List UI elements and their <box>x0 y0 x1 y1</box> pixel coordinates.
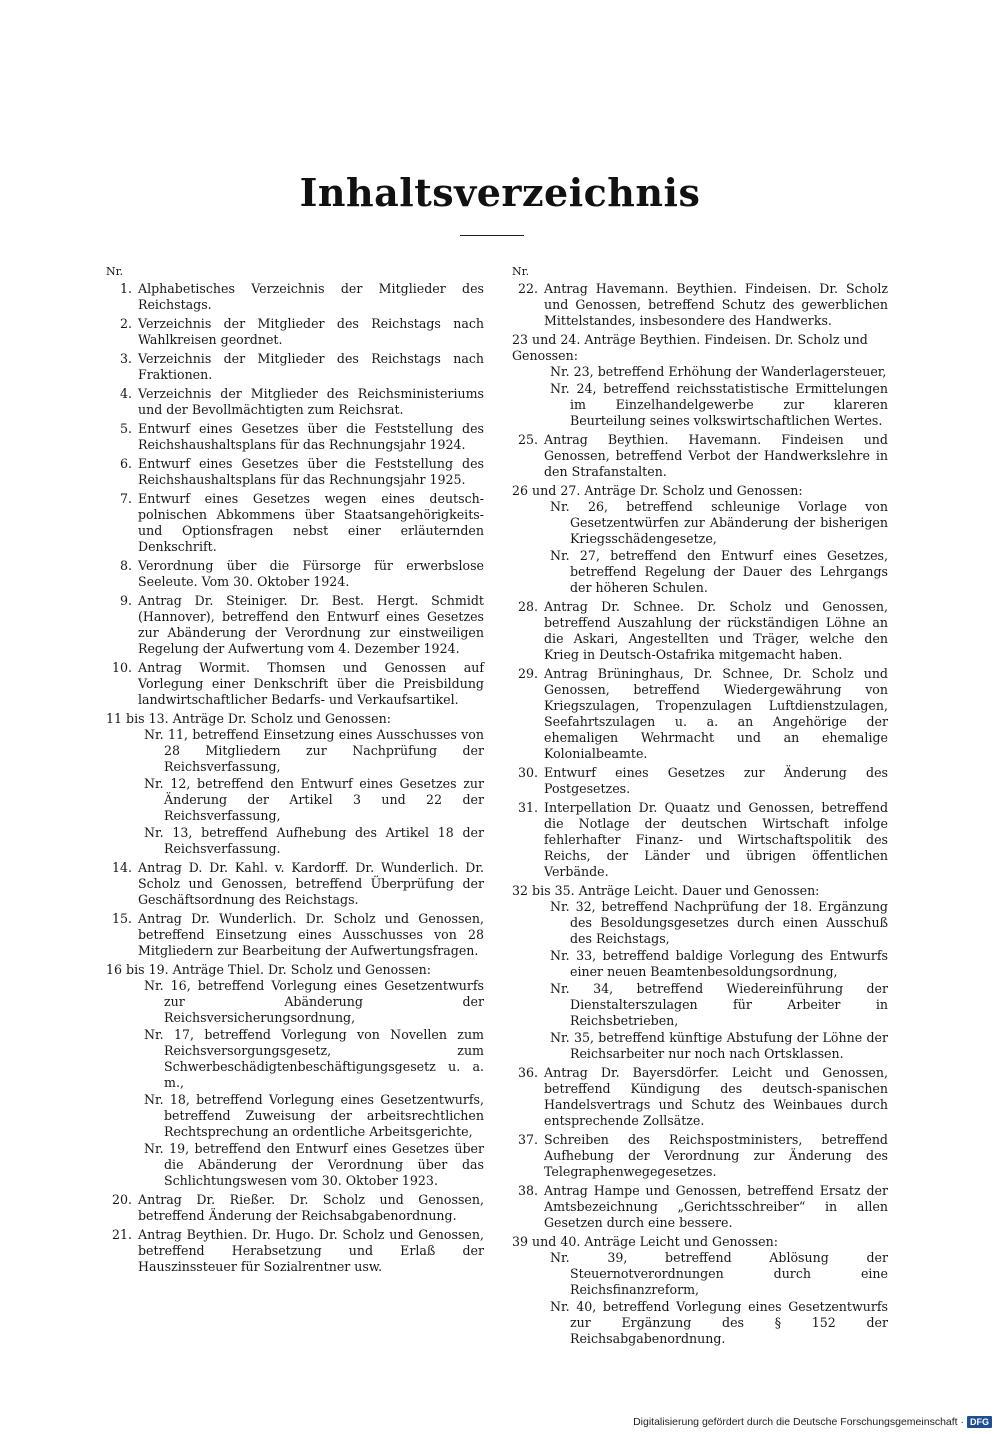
toc-entry-25 <box>512 432 888 480</box>
sub-entry: Nr. 35, betreffend künftige Abstufung der Löhne der Reichsarbeiter nur noch nach Ortsklassen. <box>550 1030 888 1061</box>
entry-text: Schreiben des Reichspostministers, betreffend Aufhebung der Verordnung zur Änderung des Telegraphenwegegesetzes. <box>544 1132 888 1179</box>
entry-number: 8. <box>119 558 132 573</box>
entry-text: Entwurf eines Gesetzes zur Änderung des Postgesetzes. <box>544 765 888 796</box>
entry-text: Entwurf eines Gesetzes wegen eines deutsch-polnischen Abkommens über Staatsangehörigkeits- und Optionsfragen nebst einer erläuternden Denkschrift. <box>138 491 484 554</box>
entry-text: Antrag Dr. Bayersdörfer. Leicht und Genossen, betreffend Kündigung des deutsch-spanischen Handelsvertrags und Schutz des Weinbaues durch entsprechende Zollsätze. <box>544 1065 888 1128</box>
column-label: Nr. <box>512 265 530 278</box>
entry-number: 15. <box>111 911 132 926</box>
sub-entry: Nr. 33, betreffend baldige Vorlegung des Entwurfs einer neuen Beamtenbesoldungsordnung, <box>550 948 888 979</box>
toc-entry-2 <box>106 316 484 348</box>
toc-entry-39-40 <box>512 1234 888 1347</box>
entry-text: Verzeichnis der Mitglieder des Reichsministeriums und der Bevollmächtigten zum Reichsrat. <box>138 386 484 417</box>
entry-text: Verzeichnis der Mitglieder des Reichstags nach Wahlkreisen geordnet. <box>138 316 484 347</box>
toc-entry-3 <box>106 351 484 383</box>
entry-text: Antrag Havemann. Beythien. Findeisen. Dr. Scholz und Genossen, betreffend Schutz des gewerblichen Mittelstandes, insbesondere des Handwerks. <box>544 281 888 328</box>
entry-number: 20. <box>111 1192 132 1207</box>
entry-number: 36. <box>517 1065 538 1080</box>
dfg-logo-icon: DFG <box>967 1416 992 1428</box>
entry-number: 9. <box>119 593 132 608</box>
entry-text: Antrag Dr. Wunderlich. Dr. Scholz und Genossen, betreffend Einsetzung eines Ausschusses von 28 Mitgliedern zur Bearbeitung der Aufwertungsfragen. <box>138 911 484 958</box>
page-title: Inhaltsverzeichnis <box>299 170 701 215</box>
toc-entry-31 <box>512 800 888 880</box>
entry-text: Antrag Dr. Steiniger. Dr. Best. Hergt. Schmidt (Hannover), betreffend den Entwurf eines Gesetzes zur Abänderung der Verordnung zur einstweiligen Regelung der Aufwertung vom 4. Dezember 1924. <box>138 593 484 656</box>
toc-entry-20 <box>106 1192 484 1224</box>
entry-number: 6. <box>119 456 132 471</box>
toc-entry-37 <box>512 1132 888 1180</box>
sub-entry: Nr. 34, betreffend Wiedereinführung der Dienstalterszulagen für Arbeiter in Reichsbetrieben, <box>550 981 888 1028</box>
entry-number: 25. <box>517 432 538 447</box>
entry-text: Verzeichnis der Mitglieder des Reichstags nach Fraktionen. <box>138 351 484 382</box>
toc-entry-1 <box>106 281 484 313</box>
entry-text: Antrag D. Dr. Kahl. v. Kardorff. Dr. Wunderlich. Dr. Scholz und Genossen, betreffend Überprüfung der Geschäftsordnung des Reichstags. <box>138 860 484 907</box>
toc-entry-4 <box>106 386 484 418</box>
toc-entry-36 <box>512 1065 888 1129</box>
entry-number: 1. <box>119 281 132 296</box>
toc-entry-16-19 <box>106 962 484 1189</box>
entry-number: 10. <box>111 660 132 675</box>
toc-column-right <box>512 264 888 1350</box>
entry-text: Antrag Hampe und Genossen, betreffend Ersatz der Amtsbezeichnung „Gerichtsschreiber“ in allen Gesetzen durch eine bessere. <box>544 1183 888 1230</box>
toc-entry-8 <box>106 558 484 590</box>
sub-entry: Nr. 16, betreffend Vorlegung eines Gesetzentwurfs zur Abänderung der Reichsversicherungsordnung, <box>144 978 484 1025</box>
entry-group-heading: 11 bis 13. Anträge Dr. Scholz und Genossen: <box>106 711 391 726</box>
toc-column-left <box>106 264 484 1278</box>
toc-entry-10 <box>106 660 484 708</box>
entry-number: 37. <box>517 1132 538 1147</box>
entry-number: 38. <box>517 1183 538 1198</box>
digitization-footer <box>633 1416 992 1428</box>
entry-text: Entwurf eines Gesetzes über die Feststellung des Reichshaushaltsplans für das Rechnungsjahr 1924. <box>138 421 484 452</box>
entry-number: 3. <box>119 351 132 366</box>
sub-entry: Nr. 23, betreffend Erhöhung der Wanderlagersteuer, <box>550 364 887 379</box>
toc-entry-7 <box>106 491 484 555</box>
toc-entry-29 <box>512 666 888 762</box>
entry-group-heading: 16 bis 19. Anträge Thiel. Dr. Scholz und Genossen: <box>106 962 431 977</box>
entry-text: Antrag Beythien. Havemann. Findeisen und Genossen, betreffend Verbot der Handwerkslehre in den Strafanstalten. <box>544 432 888 479</box>
entry-number: 14. <box>111 860 132 875</box>
sub-entry: Nr. 40, betreffend Vorlegung eines Gesetzentwurfs zur Ergänzung des § 152 der Reichsabgabenordnung. <box>550 1299 888 1346</box>
sub-entry: Nr. 19, betreffend den Entwurf eines Gesetzes über die Abänderung der Verordnung über das Schlichtungswesen vom 30. Oktober 1923. <box>144 1141 484 1188</box>
toc-entry-6 <box>106 456 484 488</box>
entry-number: 2. <box>119 316 132 331</box>
sub-entry: Nr. 24, betreffend reichsstatistische Ermittelungen im Einzelhandelgewerbe zur klareren Beurteilung seines volkswirtschaftlichen Wertes. <box>550 381 888 428</box>
toc-entry-38 <box>512 1183 888 1231</box>
toc-entry-30 <box>512 765 888 797</box>
sub-entry: Nr. 26, betreffend schleunige Vorlage von Gesetzentwürfen zur Abänderung der bisherigen Kriegsschädengesetze, <box>550 499 888 546</box>
entry-number: 4. <box>119 386 132 401</box>
sub-entry: Nr. 27, betreffend den Entwurf eines Gesetzes, betreffend Regelung der Dauer des Lehrgangs der höheren Schulen. <box>550 548 888 595</box>
toc-entry-5 <box>106 421 484 453</box>
entry-text: Antrag Brüninghaus, Dr. Schnee, Dr. Scholz und Genossen, betreffend Wiedergewährung von Kriegszulagen, Tropenzulagen Luftdienstzulagen, Seefahrtszulagen u. a. an Angehörige der ehemaligen Wehrmacht und an ehemalige Kolonialbeamte. <box>544 666 888 761</box>
toc-entry-21 <box>106 1227 484 1275</box>
sub-entry: Nr. 13, betreffend Aufhebung des Artikel 18 der Reichsverfassung. <box>144 825 484 856</box>
entry-group-heading: 26 und 27. Anträge Dr. Scholz und Genossen: <box>512 483 803 498</box>
entry-text: Verordnung über die Fürsorge für erwerbslose Seeleute. Vom 30. Oktober 1924. <box>138 558 484 589</box>
entry-text: Entwurf eines Gesetzes über die Feststellung des Reichshaushaltsplans für das Rechnungsjahr 1925. <box>138 456 484 487</box>
toc-entry-9 <box>106 593 484 657</box>
entry-text: Antrag Beythien. Dr. Hugo. Dr. Scholz und Genossen, betreffend Herabsetzung und Erlaß der Hauszinssteuer für Sozialrentner usw. <box>138 1227 484 1274</box>
entry-number: 29. <box>517 666 538 681</box>
title-rule <box>460 235 524 236</box>
entry-text: Alphabetisches Verzeichnis der Mitglieder des Reichstags. <box>138 281 484 312</box>
entry-number: 21. <box>111 1227 132 1242</box>
entry-number: 5. <box>119 421 132 436</box>
entry-number: 28. <box>517 599 538 614</box>
toc-entry-23-24 <box>512 332 888 429</box>
entry-text: Interpellation Dr. Quaatz und Genossen, betreffend die Notlage der deutschen Wirtschaft infolge fehlerhafter Finanz- und Wirtschaftspolitik des Reichs, der Länder und übrigen öffentlichen Verbände. <box>544 800 888 879</box>
entry-number: 7. <box>119 491 132 506</box>
toc-entry-14 <box>106 860 484 908</box>
entry-number: 22. <box>517 281 538 296</box>
toc-entry-11-13 <box>106 711 484 857</box>
toc-entry-22 <box>512 281 888 329</box>
entry-number: 30. <box>517 765 538 780</box>
sub-entry: Nr. 18, betreffend Vorlegung eines Gesetzentwurfs, betreffend Zuweisung der arbeitsrechtlichen Rechtsprechung an ordentliche Arbeitsgerichte, <box>144 1092 484 1139</box>
toc-entry-26-27 <box>512 483 888 596</box>
sub-entry: Nr. 11, betreffend Einsetzung eines Ausschusses von 28 Mitgliedern zur Nachprüfung der Reichsverfassung, <box>144 727 484 774</box>
toc-entry-15 <box>106 911 484 959</box>
entry-text: Antrag Dr. Rießer. Dr. Scholz und Genossen, betreffend Änderung der Reichsabgabenordnung. <box>138 1192 484 1223</box>
column-label: Nr. <box>106 265 124 278</box>
sub-entry: Nr. 39, betreffend Ablösung der Steuernotverordnungen durch eine Reichsfinanzreform, <box>550 1250 888 1297</box>
footer-credit: Digitalisierung gefördert durch die Deutsche Forschungsgemeinschaft · <box>633 1416 964 1428</box>
toc-entry-28 <box>512 599 888 663</box>
toc-entry-32-35 <box>512 883 888 1062</box>
entry-group-heading: 39 und 40. Anträge Leicht und Genossen: <box>512 1234 778 1249</box>
sub-entry: Nr. 17, betreffend Vorlegung von Novellen zum Reichsversorgungsgesetz, zum Schwerbeschädigtenbeschäftigungsgesetz u. a. m., <box>144 1027 484 1090</box>
entry-group-heading: 23 und 24. Anträge Beythien. Findeisen. Dr. Scholz und Genossen: <box>512 332 868 363</box>
entry-text: Antrag Dr. Schnee. Dr. Scholz und Genossen, betreffend Auszahlung der rückständigen Löhne an die Askari, Angestellten und Träger, welche den Krieg in Deutsch-Ostafrika mitgemacht haben. <box>544 599 888 662</box>
entry-group-heading: 32 bis 35. Anträge Leicht. Dauer und Genossen: <box>512 883 820 898</box>
sub-entry: Nr. 32, betreffend Nachprüfung der 18. Ergänzung des Besoldungsgesetzes durch einen Ausschuß des Reichstags, <box>550 899 888 946</box>
entry-text: Antrag Wormit. Thomsen und Genossen auf Vorlegung einer Denkschrift über die Preisbildung landwirtschaftlicher Bedarfs- und Verkaufsartikel. <box>138 660 484 707</box>
sub-entry: Nr. 12, betreffend den Entwurf eines Gesetzes zur Änderung der Artikel 3 und 22 der Reichsverfassung, <box>144 776 484 823</box>
entry-number: 31. <box>517 800 538 815</box>
